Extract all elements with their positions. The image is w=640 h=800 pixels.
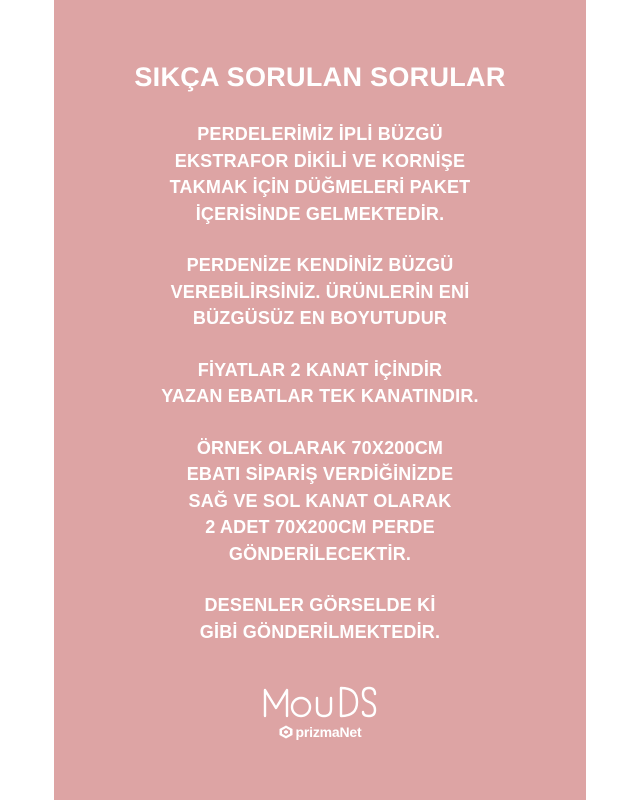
faq-line: EKSTRAFOR DİKİLİ VE KORNİŞE	[174, 150, 466, 171]
page-title: SIKÇA SORULAN SORULAR	[134, 62, 506, 92]
moods-wordmark-icon	[261, 682, 379, 722]
faq-line: VEREBİLİRSİNİZ. ÜRÜNLERİN ENİ	[170, 281, 470, 302]
faq-line: BÜZGÜSÜZ EN BOYUTUDUR	[192, 308, 448, 328]
faq-line: EBATI SİPARİŞ VERDİĞİNİZDE	[186, 464, 454, 484]
faq-paragraph-1	[54, 121, 586, 227]
faq-line: YAZAN EBATLAR TEK KANATINDIR.	[161, 386, 479, 406]
prizmanet-text: prizmaNet	[295, 724, 362, 740]
faq-list	[54, 121, 586, 670]
faq-line: DESENLER GÖRSELDE Kİ	[204, 595, 436, 615]
faq-line: 2 ADET 70X200CM PERDE	[205, 517, 435, 537]
prizmanet-mark	[279, 724, 362, 740]
faq-line: SAĞ VE SOL KANAT OLARAK	[188, 490, 452, 511]
faq-line: İÇERİSİNDE GELMEKTEDİR.	[195, 203, 445, 224]
faq-paragraph-5	[54, 592, 586, 645]
faq-paragraph-3	[54, 357, 586, 410]
faq-card	[54, 0, 586, 800]
faq-line: GÖNDERİLECEKTİR.	[228, 543, 412, 564]
faq-line: TAKMAK İÇİN DÜĞMELERİ PAKET	[169, 177, 471, 197]
prizmanet-emblem-icon	[279, 725, 293, 739]
faq-line: PERDELERİMİZ İPLİ BÜZGÜ	[197, 124, 443, 144]
faq-line: GİBİ GÖNDERİLMEKTEDİR.	[199, 621, 441, 642]
faq-paragraph-4	[54, 435, 586, 568]
faq-line: PERDENİZE KENDİNİZ BÜZGÜ	[186, 255, 454, 275]
faq-paragraph-2	[54, 252, 586, 332]
faq-line: FİYATLAR 2 KANAT İÇİNDİR	[197, 359, 443, 380]
brand-logo	[54, 682, 586, 740]
faq-line: ÖRNEK OLARAK 70X200CM	[196, 437, 444, 458]
